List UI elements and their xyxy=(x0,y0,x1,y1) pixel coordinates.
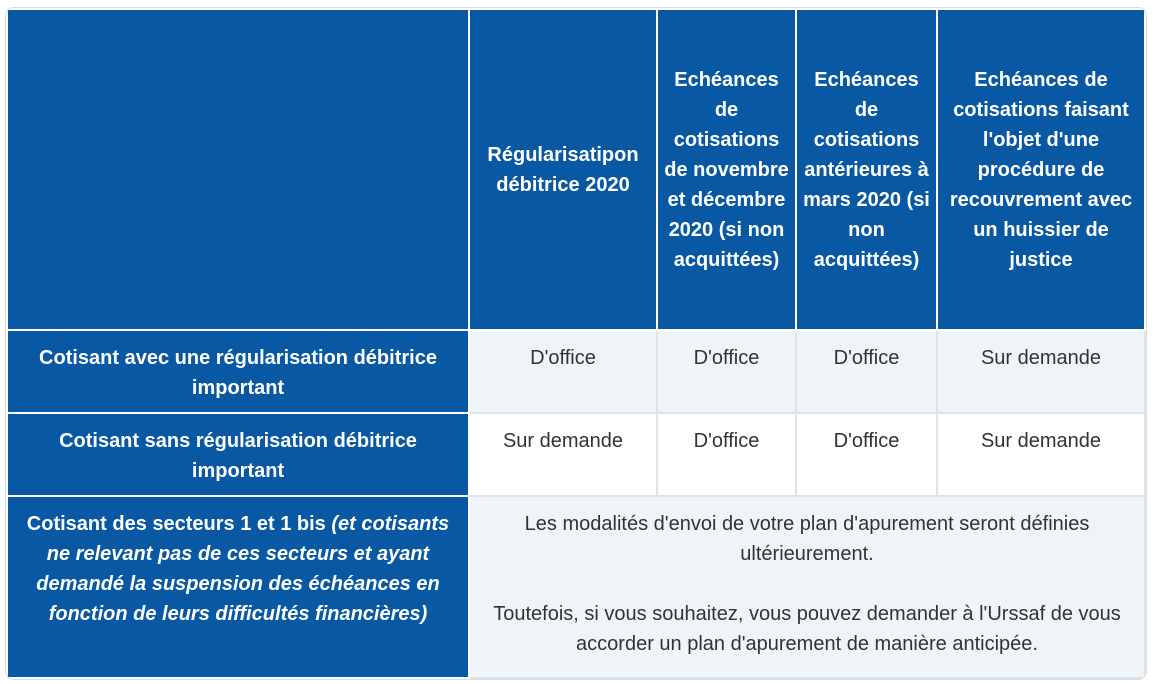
table-row-secteurs xyxy=(7,496,1145,678)
header-echeances-huissier: Echéances de cotisations faisant l'objet d'une procédure de recouvrement avec un huissier de justice xyxy=(937,9,1145,330)
row-label-secteurs-main: Cotisant des secteurs 1 et 1 bis xyxy=(26,513,326,535)
table-row xyxy=(7,330,1145,413)
header-corner-cell xyxy=(7,9,469,330)
payment-plan-table xyxy=(6,8,1146,679)
header-echeances-anterieures-mars-2020: Echéances de cotisations antérieures à mars 2020 (si non acquittées) xyxy=(796,9,937,330)
header-echeances-nov-dec-2020: Echéances de cotisations de novembre et décembre 2020 (si non acquittées) xyxy=(657,9,796,330)
payment-plan-table-container xyxy=(5,7,1147,680)
header-regularisation-2020: Régularisatipon débitrice 2020 xyxy=(469,9,657,330)
row-label-avec-regularisation: Cotisant avec une régularisation débitrice important xyxy=(7,330,469,413)
table-cell: Sur demande xyxy=(937,413,1145,496)
table-cell: Sur demande xyxy=(937,330,1145,413)
table-cell: D'office xyxy=(469,330,657,413)
table-cell: Sur demande xyxy=(469,413,657,496)
table-cell: D'office xyxy=(796,330,937,413)
table-cell: D'office xyxy=(796,413,937,496)
table-cell: D'office xyxy=(657,413,796,496)
sector-note-paragraph-2: Toutefois, si vous souhaitez, vous pouvez demander à l'Urssaf de vous accorder un plan d'apurement de manière anticipée. xyxy=(493,603,1121,655)
table-header-row xyxy=(7,9,1145,330)
row-label-secteurs-note: (et cotisants ne relevant pas de ces secteurs et ayant demandé la suspension des échéances en fonction de leurs difficultés financières) xyxy=(36,513,450,625)
row-label-secteurs xyxy=(7,496,469,678)
table-cell: D'office xyxy=(657,330,796,413)
row-label-sans-regularisation: Cotisant sans régularisation débitrice important xyxy=(7,413,469,496)
sector-note-paragraph-1: Les modalités d'envoi de votre plan d'apurement seront définies ultérieurement. xyxy=(524,513,1090,565)
table-row xyxy=(7,413,1145,496)
sector-note-cell xyxy=(469,496,1145,678)
